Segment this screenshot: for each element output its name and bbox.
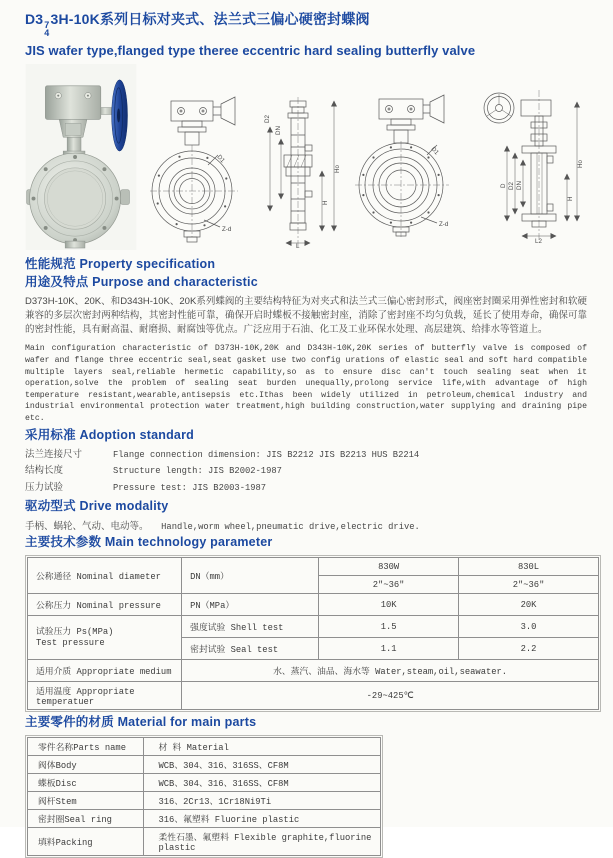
table-row	[28, 738, 381, 756]
dim-label-ho: Ho	[334, 165, 341, 173]
table-row	[28, 792, 381, 810]
section-heading-drive: 驱动型式 Drive modality	[25, 499, 169, 514]
adoption-row-label: 压力试验	[25, 481, 64, 493]
dim-label-d2: D2	[508, 182, 515, 190]
part-name: 填料Packing	[28, 828, 144, 856]
adoption-standard-list	[25, 447, 587, 497]
part-name: 阀体Body	[28, 756, 144, 774]
adoption-row-value: Pressure test: JIS B2003-1987	[113, 482, 267, 493]
dim-label-d2: D2	[264, 115, 271, 123]
dim-label-l2: L2	[535, 238, 542, 245]
materials-header-material: 材 料 Material	[144, 738, 381, 756]
param-pn-unit: PN（MPa）	[182, 594, 319, 616]
valve-body	[30, 153, 121, 244]
section-heading-material: 主要零件的材质 Material for main parts	[25, 715, 257, 730]
column-header-830l: 830L	[459, 558, 599, 576]
table-row	[28, 828, 381, 856]
table-row	[28, 774, 381, 792]
dn-value-830w: 2″~36″	[319, 576, 459, 594]
table-row	[28, 616, 599, 638]
param-temperature-label: 适用温度 Appropriate temperatuer	[28, 682, 182, 710]
param-dn-unit: DN（mm）	[182, 558, 319, 594]
title-text: 3H-10K系列日标对夹式、法兰式三偏心硬密封蝶阀	[50, 11, 370, 27]
seal-test-830w: 1.1	[319, 638, 459, 660]
adoption-row	[25, 447, 587, 464]
part-name: 阀杆Stem	[28, 792, 144, 810]
dim-label-dn: DN	[275, 126, 282, 135]
dim-label-l: L	[296, 243, 300, 250]
seal-test-830l: 2.2	[459, 638, 599, 660]
materials-table-wrap	[25, 735, 383, 858]
part-material: WCB、304、316、316SS、CF8M	[144, 756, 381, 774]
medium-value: 水、蒸汽、油品、海水等 Water,steam,oil,seawater.	[182, 660, 599, 682]
page-subtitle: JIS wafer type,flanged type theree eccentric hard sealing butterfly valve	[25, 43, 476, 58]
table-row	[28, 558, 599, 576]
dim-label-ho: Ho	[577, 160, 584, 168]
pn-value-830w: 10K	[319, 594, 459, 616]
table-row	[28, 594, 599, 616]
param-shell-test-label: 强度试验 Shell test	[182, 616, 319, 638]
title-model-prefix: D3	[25, 11, 44, 27]
shell-test-830w: 1.5	[319, 616, 459, 638]
drive-text-cn: 手柄、蜗轮、气动、电动等。	[25, 521, 149, 533]
param-nominal-diameter-label: 公称通径 Nominal diameter	[28, 558, 182, 594]
dim-label-dn: DN	[516, 181, 523, 190]
part-material: 柔性石墨、氟塑料 Flexible graphite,fluorine plastic	[144, 828, 381, 856]
adoption-row	[25, 463, 587, 480]
tech-params-table	[27, 557, 599, 710]
dim-label-d1: D1	[215, 153, 226, 165]
dim-label-d: D	[500, 183, 507, 188]
purpose-paragraph-cn: D373H-10K、20K、和D343H-10K、20K系列蝶阀的主要结构特征为对夹式和法兰式三偏心密封形式，阀座密封圈采用弹性密封和软硬兼容的多层次密封两种结构，其密封性能可靠，确保开启时蝶板不接触密封座，消除了密封座不均匀负载，延长了使用寿命，确保可靠的密封性能，具有耐高温、耐磨损、耐腐蚀等优点。广泛应用于石油、化工及工业环保水处理、高层建筑、给排水等管道上。	[25, 296, 587, 335]
param-seal-test-label: 密封试验 Seal test	[182, 638, 319, 660]
part-material: 316、氟塑料 Fluorine plastic	[144, 810, 381, 828]
adoption-row	[25, 480, 587, 497]
part-material: 316、2Cr13、1Cr18Ni9Ti	[144, 792, 381, 810]
shell-test-830l: 3.0	[459, 616, 599, 638]
table-row	[28, 660, 599, 682]
table-row	[28, 682, 599, 710]
section-heading-property: 性能规范 Property specification	[25, 257, 216, 271]
param-nominal-pressure-label: 公称压力 Nominal pressure	[28, 594, 182, 616]
tech-params-table-wrap	[25, 555, 601, 712]
dim-label-h: H	[322, 200, 329, 205]
title-fraction: 7 4	[44, 20, 50, 38]
adoption-row-label: 结构长度	[25, 465, 64, 477]
materials-header-name: 零件名称Parts name	[28, 738, 144, 756]
dim-label-zd: Z-d	[221, 226, 231, 233]
dn-value-830l: 2″~36″	[459, 576, 599, 594]
param-test-pressure-label: 试验压力 Ps(MPa) Test pressure	[28, 616, 182, 660]
adoption-row-label: 法兰连接尺寸	[25, 448, 83, 460]
column-header-830w: 830W	[319, 558, 459, 576]
adoption-row-value: Structure length: JIS B2002-1987	[113, 466, 282, 477]
section-heading-purpose: 用途及特点 Purpose and characteristic	[25, 275, 258, 289]
drive-text-en: Handle,worm wheel,pneumatic drive,electric drive.	[161, 522, 420, 533]
table-row	[28, 810, 381, 828]
part-name: 密封圈Seal ring	[28, 810, 144, 828]
flange-side-drawing	[471, 88, 587, 246]
section-heading-tech: 主要技术参数 Main technology parameter	[25, 535, 273, 550]
pn-value-830l: 20K	[459, 594, 599, 616]
dim-label-zd: Z-d	[438, 221, 448, 228]
materials-table	[27, 737, 381, 856]
flange-front-drawing	[355, 95, 459, 239]
purpose-paragraph-en: Main configuration characteristic of D373H-10K,20K and D343H-10K,20K series of butterfly valve is composed of wafer and flange three eccentric seal,seat gasket use two config urations of elastic seal and soft hard compatible multiple layers seal,reliable hermetic capability,so as to ensure disc can't touch sealing seat when it operation,solve the problem of sealing seat burden unequally,prolong service life,with advantage of high temperature resistant,wearable,antisepsis etc.Ithas been widely utilized in petroleum,chemical industry and industrial environmental protection water treatment,high building construction,water supplying and draining pipe etc.	[25, 344, 587, 423]
valve-figures	[25, 62, 587, 254]
drive-modality-line	[25, 518, 587, 532]
part-name: 蝶板Disc	[28, 774, 144, 792]
valve-photo	[25, 64, 137, 250]
dim-label-h: H	[567, 196, 574, 201]
table-row	[28, 756, 381, 774]
section-heading-adoption: 采用标准 Adoption standard	[25, 427, 194, 442]
param-medium-label: 适用介质 Appropriate medium	[28, 660, 182, 682]
page-title	[25, 9, 587, 37]
gearbox	[45, 86, 100, 120]
dim-label-d1: D1	[429, 145, 440, 157]
temperature-value: -29~425℃	[182, 682, 599, 710]
part-material: WCB、304、316、316SS、CF8M	[144, 774, 381, 792]
handwheel-icon	[112, 80, 128, 151]
wafer-front-drawing	[150, 95, 246, 243]
wafer-side-drawing	[258, 95, 342, 249]
adoption-row-value: Flange connection dimension: JIS B2212 JIS B2213 HUS B2214	[113, 449, 420, 460]
